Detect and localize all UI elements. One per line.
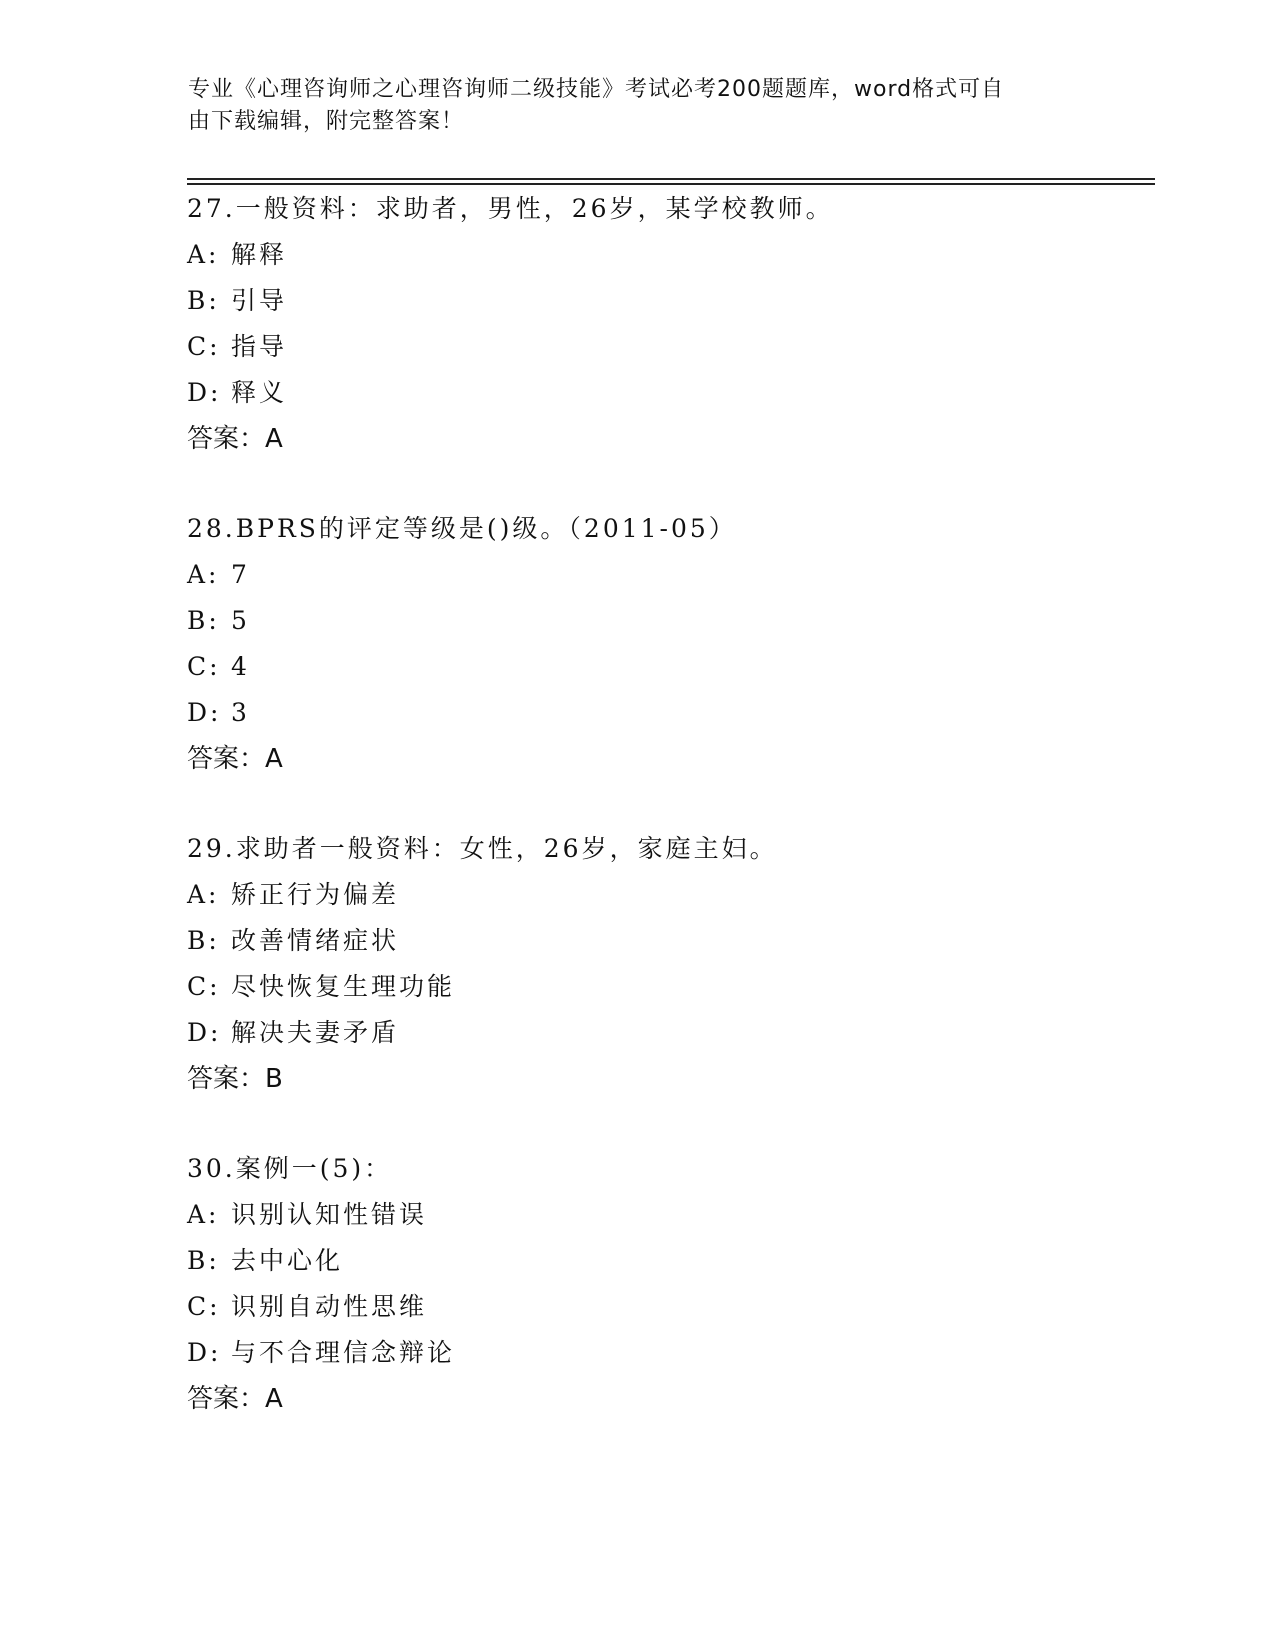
option-text: 去中心化 [231, 1246, 344, 1275]
option-letter: A: [187, 560, 220, 589]
question-stem: 30.案例一(5)： [187, 1154, 393, 1183]
option-a [187, 232, 1147, 278]
option-letter: D: [187, 1338, 222, 1367]
option-c [187, 324, 1147, 370]
option-letter: C: [187, 652, 221, 681]
answer: 答案：B [187, 1064, 283, 1094]
option-c [187, 1284, 1147, 1330]
option-b [187, 278, 1147, 324]
option-letter: C: [187, 332, 221, 361]
option-text: 5 [231, 606, 250, 635]
option-text: 7 [231, 560, 250, 589]
option-text: 3 [231, 698, 250, 727]
option-text: 解释 [231, 240, 288, 269]
option-letter: D: [187, 1018, 222, 1047]
option-text: 尽快恢复生理功能 [231, 972, 456, 1001]
option-letter: C: [187, 972, 221, 1001]
header-divider-bottom [187, 183, 1155, 185]
option-text: 解决夫妻矛盾 [231, 1018, 400, 1047]
header-divider-top [187, 178, 1155, 180]
question-stem: 28.BPRS的评定等级是()级。（2011-05） [187, 514, 737, 543]
answer: 答案：A [187, 424, 283, 454]
option-a [187, 872, 1147, 918]
option-b [187, 918, 1147, 964]
option-letter: A: [187, 1200, 220, 1229]
question-stem: 27.一般资料：求助者，男性，26岁，某学校教师。 [187, 194, 834, 223]
question-28 [187, 506, 1147, 782]
option-c [187, 644, 1147, 690]
question-29 [187, 826, 1147, 1102]
question-30 [187, 1146, 1147, 1422]
option-letter: B: [187, 286, 220, 315]
option-text: 识别认知性错误 [231, 1200, 428, 1229]
option-letter: A: [187, 240, 220, 269]
question-27 [187, 186, 1147, 462]
option-d [187, 370, 1147, 416]
answer: 答案：A [187, 744, 283, 774]
header-line-2: 由下载编辑，附完整答案！ [188, 109, 465, 134]
option-text: 指导 [231, 332, 288, 361]
answer: 答案：A [187, 1384, 283, 1414]
option-d [187, 690, 1147, 736]
option-letter: B: [187, 606, 220, 635]
option-text: 改善情绪症状 [231, 926, 400, 955]
option-text: 释义 [231, 378, 288, 407]
option-letter: B: [187, 1246, 220, 1275]
option-text: 4 [231, 652, 250, 681]
option-text: 识别自动性思维 [231, 1292, 428, 1321]
document-header [188, 74, 1088, 138]
header-line-1: 专业《心理咨询师之心理咨询师二级技能》考试必考200题题库，word格式可自 [188, 77, 1005, 102]
option-letter: D: [187, 378, 222, 407]
option-letter: C: [187, 1292, 221, 1321]
option-b [187, 598, 1147, 644]
option-letter: A: [187, 880, 220, 909]
question-stem: 29.求助者一般资料：女性，26岁，家庭主妇。 [187, 834, 778, 863]
option-a [187, 552, 1147, 598]
option-b [187, 1238, 1147, 1284]
option-d [187, 1330, 1147, 1376]
option-c [187, 964, 1147, 1010]
option-letter: B: [187, 926, 220, 955]
option-text: 矫正行为偏差 [231, 880, 400, 909]
option-a [187, 1192, 1147, 1238]
option-text: 引导 [231, 286, 288, 315]
option-text: 与不合理信念辩论 [231, 1338, 456, 1367]
option-letter: D: [187, 698, 222, 727]
option-d [187, 1010, 1147, 1056]
